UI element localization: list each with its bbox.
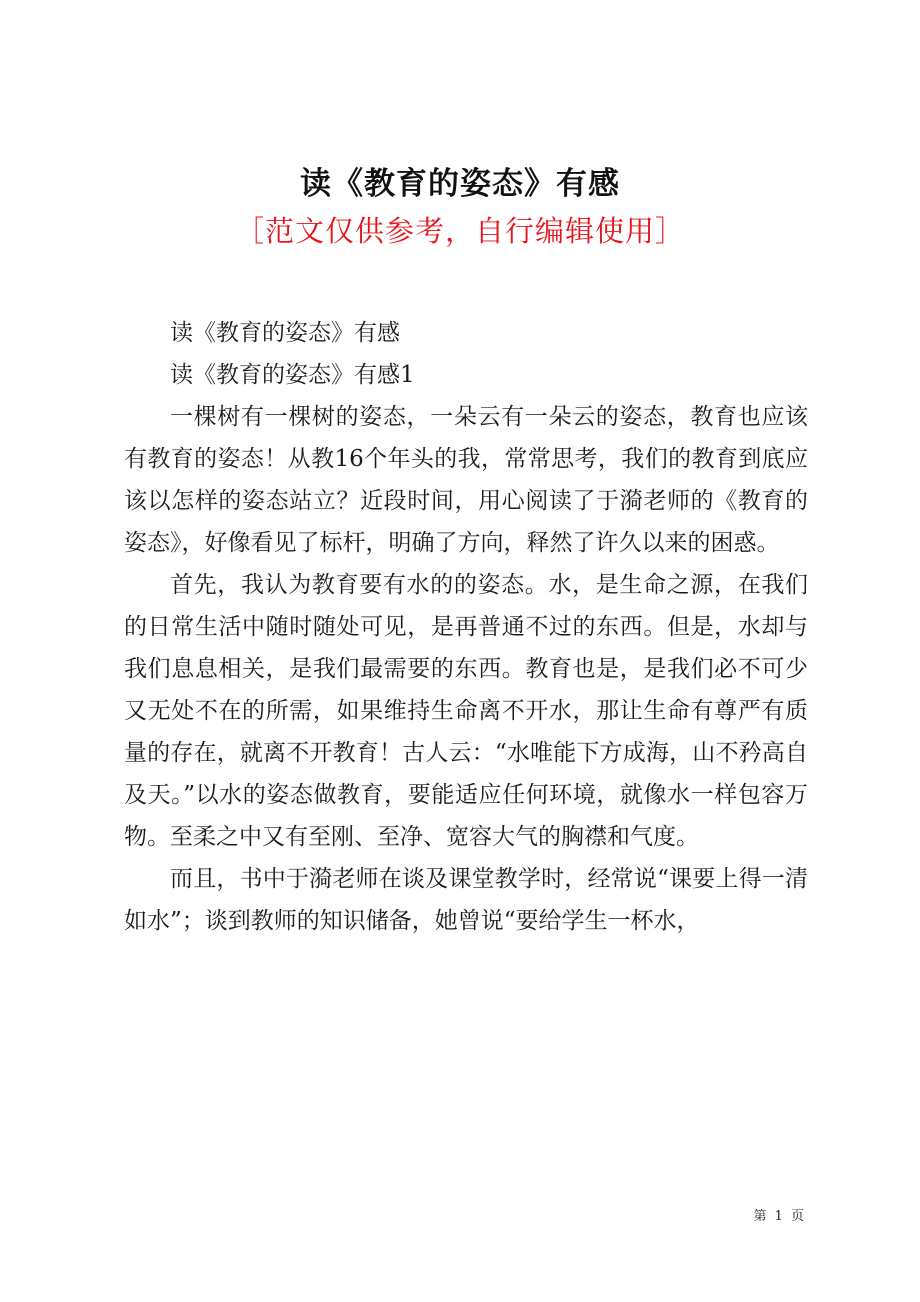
paragraph: 而且，书中于漪老师在谈及课堂教学时，经常说“课要上得一清如水”；谈到教师的知识储备，她曾说“要给学生一杯水， bbox=[124, 866, 808, 934]
document-body bbox=[124, 312, 808, 942]
document-subtitle: ［范文仅供参考，自行编辑使用］ bbox=[234, 214, 685, 248]
document-title: 读《教育的姿态》有感 bbox=[300, 166, 620, 202]
body-subheading: 读《教育的姿态》有感1 bbox=[170, 362, 415, 388]
paragraph: 首先，我认为教育要有水的的姿态。水，是生命之源，在我们的日常生活中随时随处可见，是再普通不过的东西。但是，水却与我们息息相关，是我们最需要的东西。教育也是，是我们必不可少又无处不在的所需，如果维持生命离不开水，那让生命有尊严有质量的存在，就离不开教育！古人云：“水唯能下方成海，山不矜高自及天。”以水的姿态做教育，要能适应任何环境，就像水一样包容万物。至柔之中又有至刚、至净、宽容大气的胸襟和气度。 bbox=[124, 572, 808, 850]
page-number: 第 1 页 bbox=[753, 1209, 806, 1224]
body-heading: 读《教育的姿态》有感 bbox=[170, 320, 400, 346]
paragraph: 一棵树有一棵树的姿态，一朵云有一朵云的姿态，教育也应该有教育的姿态！从教16个年头的我，常常思考，我们的教育到底应该以怎样的姿态站立？近段时间，用心阅读了于漪老师的《教育的姿态》，好像看见了标杆，明确了方向，释然了许久以来的困惑。 bbox=[124, 404, 808, 556]
